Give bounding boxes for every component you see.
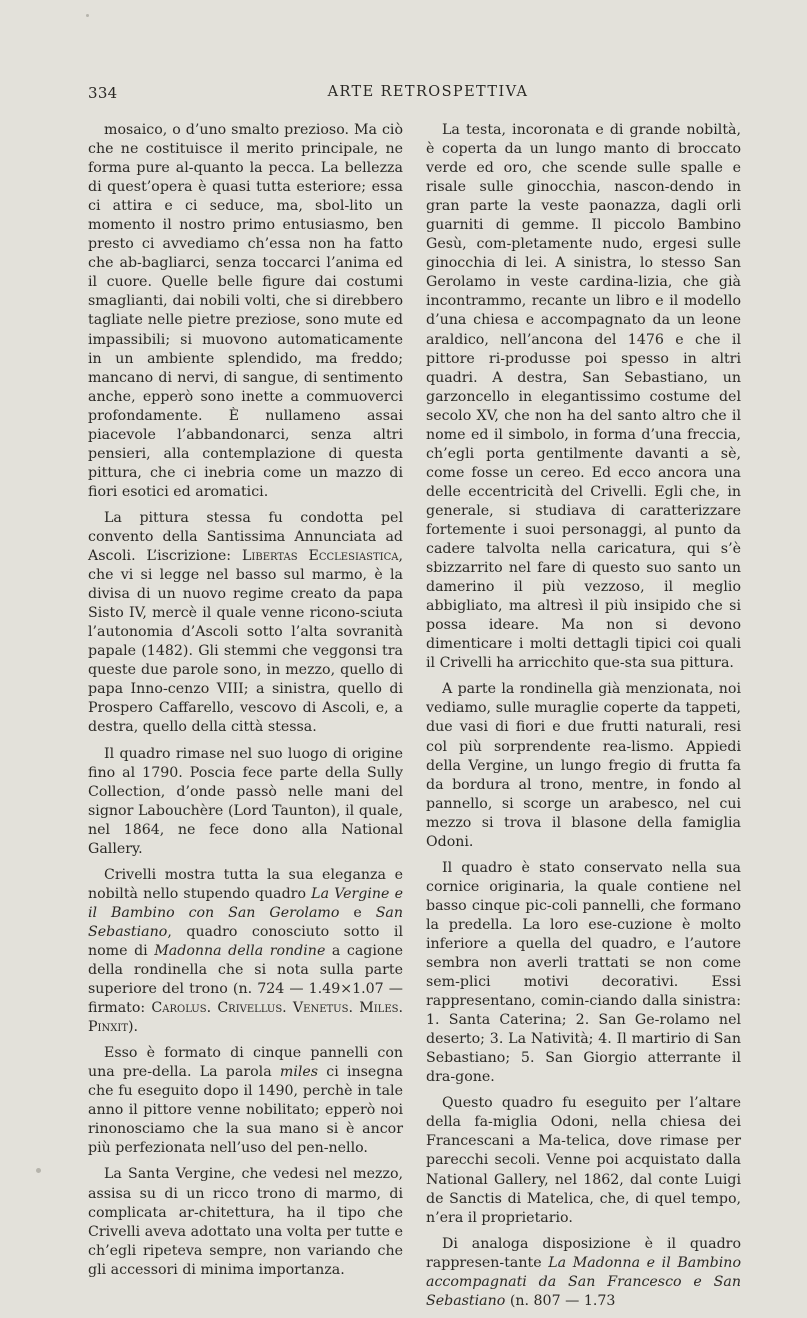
paragraph-text: , che vi si legge nel basso sul marmo, è la divisa di un nuovo regime creato da papa Sisto IV, mercè il quale venne ricono-sciuta l’autonomia d’Ascoli sotto l’alta sovranità papale (1482). Gli stemmi che veggonsi tra queste due parole sono, in mezzo, quello di papa Inno-cenzo VIII; a sinistra, quello di Prospero Caffarello, vescovo di Ascoli, e, a destra, quello della città stessa. [88,548,403,736]
paragraph-text: La Santa Vergine, che vedesi nel mezzo, assisa su di un ricco trono di marmo, di complicata ar-chitettura, ha il tipo che Crivelli aveva adottato una volta per tutte e ch’egli ripeteva sempre, non variando che gli accessori di minima importanza. [88,1166,403,1278]
right-text-column [426,121,741,1318]
paragraph-text: Esso è formato di cinque pannelli con una pre-della. La parola [88,1045,403,1081]
paragraph-text: a cagione della rondinella che si nota sulla parte superiore del trono (n. 724 — 1.49×1.07 — firmato: [88,942,404,1017]
paragraph [88,121,403,502]
running-title: ARTE RETROSPETTIVA [327,84,529,100]
paragraph [426,121,741,673]
page-header [88,84,738,106]
paragraph [426,859,741,1088]
italic-title: Madonna della rondine [154,942,326,959]
paragraph-text: Il quadro rimase nel suo luogo di origine fino al 1790. Poscia fece parte della Sully Collection, d’onde passò nelle mani del signor Labouchère (Lord Taunton), il quale, nel 1864, ne fece dono alla National Gallery. [88,745,403,857]
paragraph-text: Il quadro è stato conservato nella sua cornice originaria, la quale contiene nel basso cinque pic-coli pannelli, che formano la predella. La loro ese-cuzione è molto inferiore a quella del quadro, e l’autore sembra non averli trattati se non come sem-plici motivi decorativi. Essi rappresentano, comin-ciando dalla sinistra: 1. Santa Caterina; 2. San Ge-rolamo nel deserto; 3. La Natività; 4. Il martirio di San Sebastiano; 5. San Giorgio atterrante il dra-gone. [426,859,741,1086]
paragraph [88,509,403,738]
left-text-column [88,121,403,1287]
paragraph-text: ci insegna che fu eseguito dopo il 1490, perchè in tale anno il pittore venne nobilitato; epperò noi rinonosciamo che la sua mano si è ancor più perfezionata nell’uso del pen-nello. [88,1064,403,1157]
italic-title: San Sebastiano [88,904,404,940]
paragraph-text: La pittura stessa fu condotta pel convento della Santissima Annunciata ad Ascoli. L’iscrizione: [88,509,403,565]
paragraph-text: La testa, incoronata e di grande nobiltà, è coperta da un lungo manto di broccato verde ed oro, che scende sulle spalle e risale sulle ginocchia, nascon-dendo in gran parte la veste paonazza, dagli orli guarniti di gemme. Il piccolo Bambino Gesù, com-pletamente nudo, ergesi sulle ginocchia di lei. A sinistra, lo stesso San Gerolamo in veste cardina-lizia, che già incontrammo, recante un libro e il modello d’una chiesa e accompagnato da un leone araldico, nell’ancona del 1476 e che il pittore ri-produsse poi spesso in altri quadri. A destra, San Sebastiano, un garzoncello in elegantissimo costume del secolo XV, che non ha del santo altro che il nome ed il simbolo, in forma d’una freccia, ch’egli porta gentilmente davanti a sè, come fosse un cereo. Ed ecco ancora una delle eccentricità del Crivelli. Egli che, in generale, si studiava di caratterizzare fortemente i suoi personaggi, al punto da cadere talvolta nella caricatura, qui s’è sbizzarrito nel fare di questo suo santo un damerino il più vezzoso, il meglio abbigliato, ma altresì il più insipido che si possa ideare. Ma non si devono dimenticare i molti dettagli tipici coi quali il Crivelli ha arricchito que-sta sua pittura. [426,122,741,672]
paragraph-text: Crivelli mostra tutta la sua eleganza e nobiltà nello stupendo quadro [88,866,403,902]
scan-speck [86,14,89,17]
italic-title: miles [279,1064,319,1081]
paragraph-text: Questo quadro fu eseguito per l’altare della fa-miglia Odoni, nella chiesa dei Francescani a Ma-telica, dove rimase per parecchi secoli. Venne poi acquistato dalla National Gallery, nel 1862, dal conte Luigi de Sanctis di Matelica, che, di quel tempo, n’era il proprietario. [426,1095,741,1226]
italic-title: La Madonna e il Bambino accompagnati da San Francesco e San Sebastiano [426,1254,741,1309]
inscription-text: Carolus. Crivellus. Venetus. Miles. Pinxit [88,1000,403,1036]
paragraph-text: ). [128,1019,139,1036]
paragraph [426,1235,741,1311]
paragraph-text: Di analoga disposizione è il quadro rappresen-tante [426,1235,741,1271]
italic-title: La Vergine e il Bambino con San Gerolamo [88,885,403,921]
paragraph-text: e [339,904,376,921]
scan-speck [36,1168,41,1173]
paragraph [88,866,403,1037]
paragraph-text: A parte la rondinella già menzionata, noi vediamo, sulle muraglie coperte da tappeti, due vasi di fiori e due frutti naturali, resi col più sorprendente rea-lismo. Appiedi della Vergine, un lungo fregio di frutta fa da bordura al trono, mentre, in fondo al pannello, si scorge un arabesco, nel cui mezzo si trova il blasone della famiglia Odoni. [426,681,741,850]
paragraph [88,1044,403,1158]
paragraph [88,745,403,859]
paragraph [426,1094,741,1227]
paragraph-text: (n. 807 — 1.73 [505,1292,616,1309]
paragraph [426,680,741,851]
page-number: 334 [88,84,118,102]
paragraph-text: mosaico, o d’uno smalto prezioso. Ma ciò che ne costituisce il merito principale, ne forma pure al-quanto la pecca. La bellezza di quest’opera è quasi tutta esteriore; essa ci attira e ci seduce, ma, sbol-lito un momento il nostro primo entusiasmo, ben presto ci avvediamo ch’essa non ha fatto che ab-bagliarci, senza toccarci l’anima ed il cuore. Quelle belle figure dai costumi smaglianti, dai nobili volti, che si direbbero tagliate nelle pietre preziose, sono mute ed impassibili; si muovono automaticamente in un ambiente splendido, ma freddo; mancano di nervi, di sangue, di sentimento anche, epperò sono inette a commuoverci profondamente. È nullameno assai piacevole l’abbandonarci, senza altri pensieri, alla contemplazione di questa pittura, che ci inebria come un mazzo di fiori esotici ed aromatici. [88,122,403,500]
inscription-text: Libertas Ecclesiastica [241,548,399,565]
paragraph-text: , quadro conosciuto sotto il nome di [88,923,403,959]
paragraph [88,1165,403,1279]
